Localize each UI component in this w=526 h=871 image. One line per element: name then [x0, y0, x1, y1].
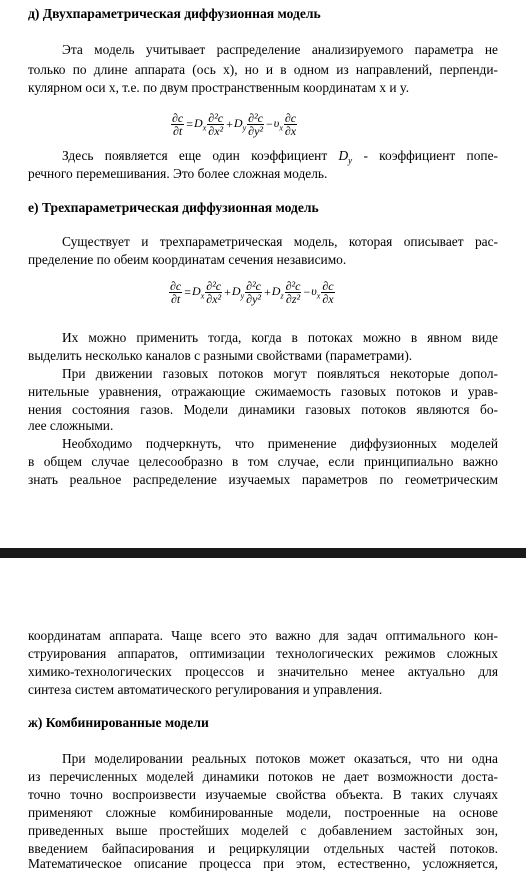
fraction: $\frac{\text{∂²c}}{\text{∂x²}}$	[208, 111, 224, 138]
section-zh-text-line: точно точно воспроизвести изучаемые свойства объекта. В таких случаях	[28, 787, 498, 802]
section-zh-text-line: из перечисленных моделей динамики потоков не дает возможности доста-	[28, 769, 498, 784]
fraction: $\frac{\text{∂²c}}{\text{∂z²}}$	[285, 279, 301, 306]
fraction: $\frac{\partial c}{\partial t}$	[172, 111, 184, 138]
three-parameter-diffusion-equation: $\frac{\partial c}{\partial t}$ $=D_x$ $\frac{\text{∂²c}}{\text{∂x²}}$ $+D_y$ $\frac{\text{∂²c}}{\text{∂y²}}$ $+D_z$ $\frac{\text{∂²c}}{\text{∂z²}}$ $-\upsilon_x$ $\frac{\partial c}{\partial x}$	[170, 279, 334, 306]
fraction: $\frac{\text{∂²c}}{\text{∂y²}}$	[248, 111, 264, 138]
fraction: $\frac{\partial c}{\partial x}$	[284, 111, 297, 138]
section-zh-text-line: применяют сложные комбинированные модели, построенные на основе	[28, 805, 498, 820]
section-d-text-line: речного перемешивания. Это более сложная модель.	[28, 166, 328, 181]
section-e-text-line: При движении газовых потоков могут появляться некоторые допол-	[62, 366, 498, 381]
section-e-heading: е) Трехпараметрическая диффузионная модель	[28, 200, 319, 215]
fraction: $\frac{\partial c}{\partial t}$	[170, 279, 182, 306]
page-lower	[0, 558, 526, 871]
section-zh-text-line: введением байпасирования и рециркуляции отдельных частей потоков.	[28, 841, 498, 856]
continuation-text-line: химико-технологических процессов и значительно менее актуально для	[28, 664, 498, 679]
section-zh-heading: ж) Комбинированные модели	[28, 715, 209, 730]
section-e-text-line: выделить несколько каналов с разными свойствами (параметрами).	[28, 348, 413, 363]
section-zh-text-line: При моделировании реальных потоков может оказаться, что ни одна	[62, 751, 498, 766]
section-e-text-line: Их можно применить тогда, когда в потоках можно в явном виде	[62, 330, 498, 345]
section-e-text-line: пределение по обеим координатам сечения независимо.	[28, 252, 347, 267]
page-separator	[0, 548, 526, 558]
section-e-text-line: лее сложными.	[28, 418, 114, 433]
continuation-text-line: струирования аппаратов, оптимизации технологических режимов сложных	[28, 646, 498, 661]
section-d-text-line: Эта модель учитывает распределение анализируемого параметра не	[62, 42, 498, 57]
fraction: $\frac{\partial c}{\partial x}$	[322, 279, 334, 306]
section-zh-text-line: Математическое описание процесса при этом, естественно, усложняется,	[28, 856, 498, 871]
two-parameter-diffusion-equation: $\frac{\partial c}{\partial t}$ $=D_x$ $\frac{\text{∂²c}}{\text{∂x²}}$ $+D_y$ $\frac{\text{∂²c}}{\text{∂y²}}$ $-\upsilon_x$ $\frac{\partial c}{\partial x}$	[172, 111, 297, 138]
section-e-text-line: Необходимо подчеркнуть, что применение диффузионных моделей	[62, 436, 498, 451]
section-d-text-line: только по длине аппарата (ось x), но и в одном из направлений, перпенди-	[28, 62, 498, 77]
continuation-text-line: синтеза систем автоматического регулирования и управления.	[28, 682, 383, 697]
section-d-text-line: Здесь появляется еще один коэффициент $D_y$ - коэффициент попе-	[62, 148, 498, 166]
section-e-text-line: нительные уравнения, отражающие сжимаемость газовых потоков и урав-	[28, 384, 498, 399]
section-e-text-line: нения состояния газов. Модели динамики газовых потоков являются бо-	[28, 402, 498, 417]
section-d-text-line: кулярном оси x, т.е. по двум пространственным координатам x и y.	[28, 80, 410, 95]
section-zh-text-line: приведенных выше простейших моделей с добавлением застойных зон,	[28, 823, 498, 838]
fraction: $\frac{\text{∂²c}}{\text{∂x²}}$	[206, 279, 222, 306]
continuation-text-line: координатам аппарата. Чаще всего это важно для задач оптимального кон-	[28, 628, 498, 643]
section-d-heading: д) Двухпараметрическая диффузионная модель	[28, 6, 321, 21]
section-e-text-line: Существует и трехпараметрическая модель, которая описывает рас-	[62, 234, 498, 249]
section-e-text-line: знать реальное распределение изучаемых параметров по геометрическим	[28, 472, 498, 487]
fraction: $\frac{\text{∂²c}}{\text{∂y²}}$	[246, 279, 262, 306]
section-e-text-line: в общем случае целесообразно в том случае, если принципиально важно	[28, 454, 498, 469]
